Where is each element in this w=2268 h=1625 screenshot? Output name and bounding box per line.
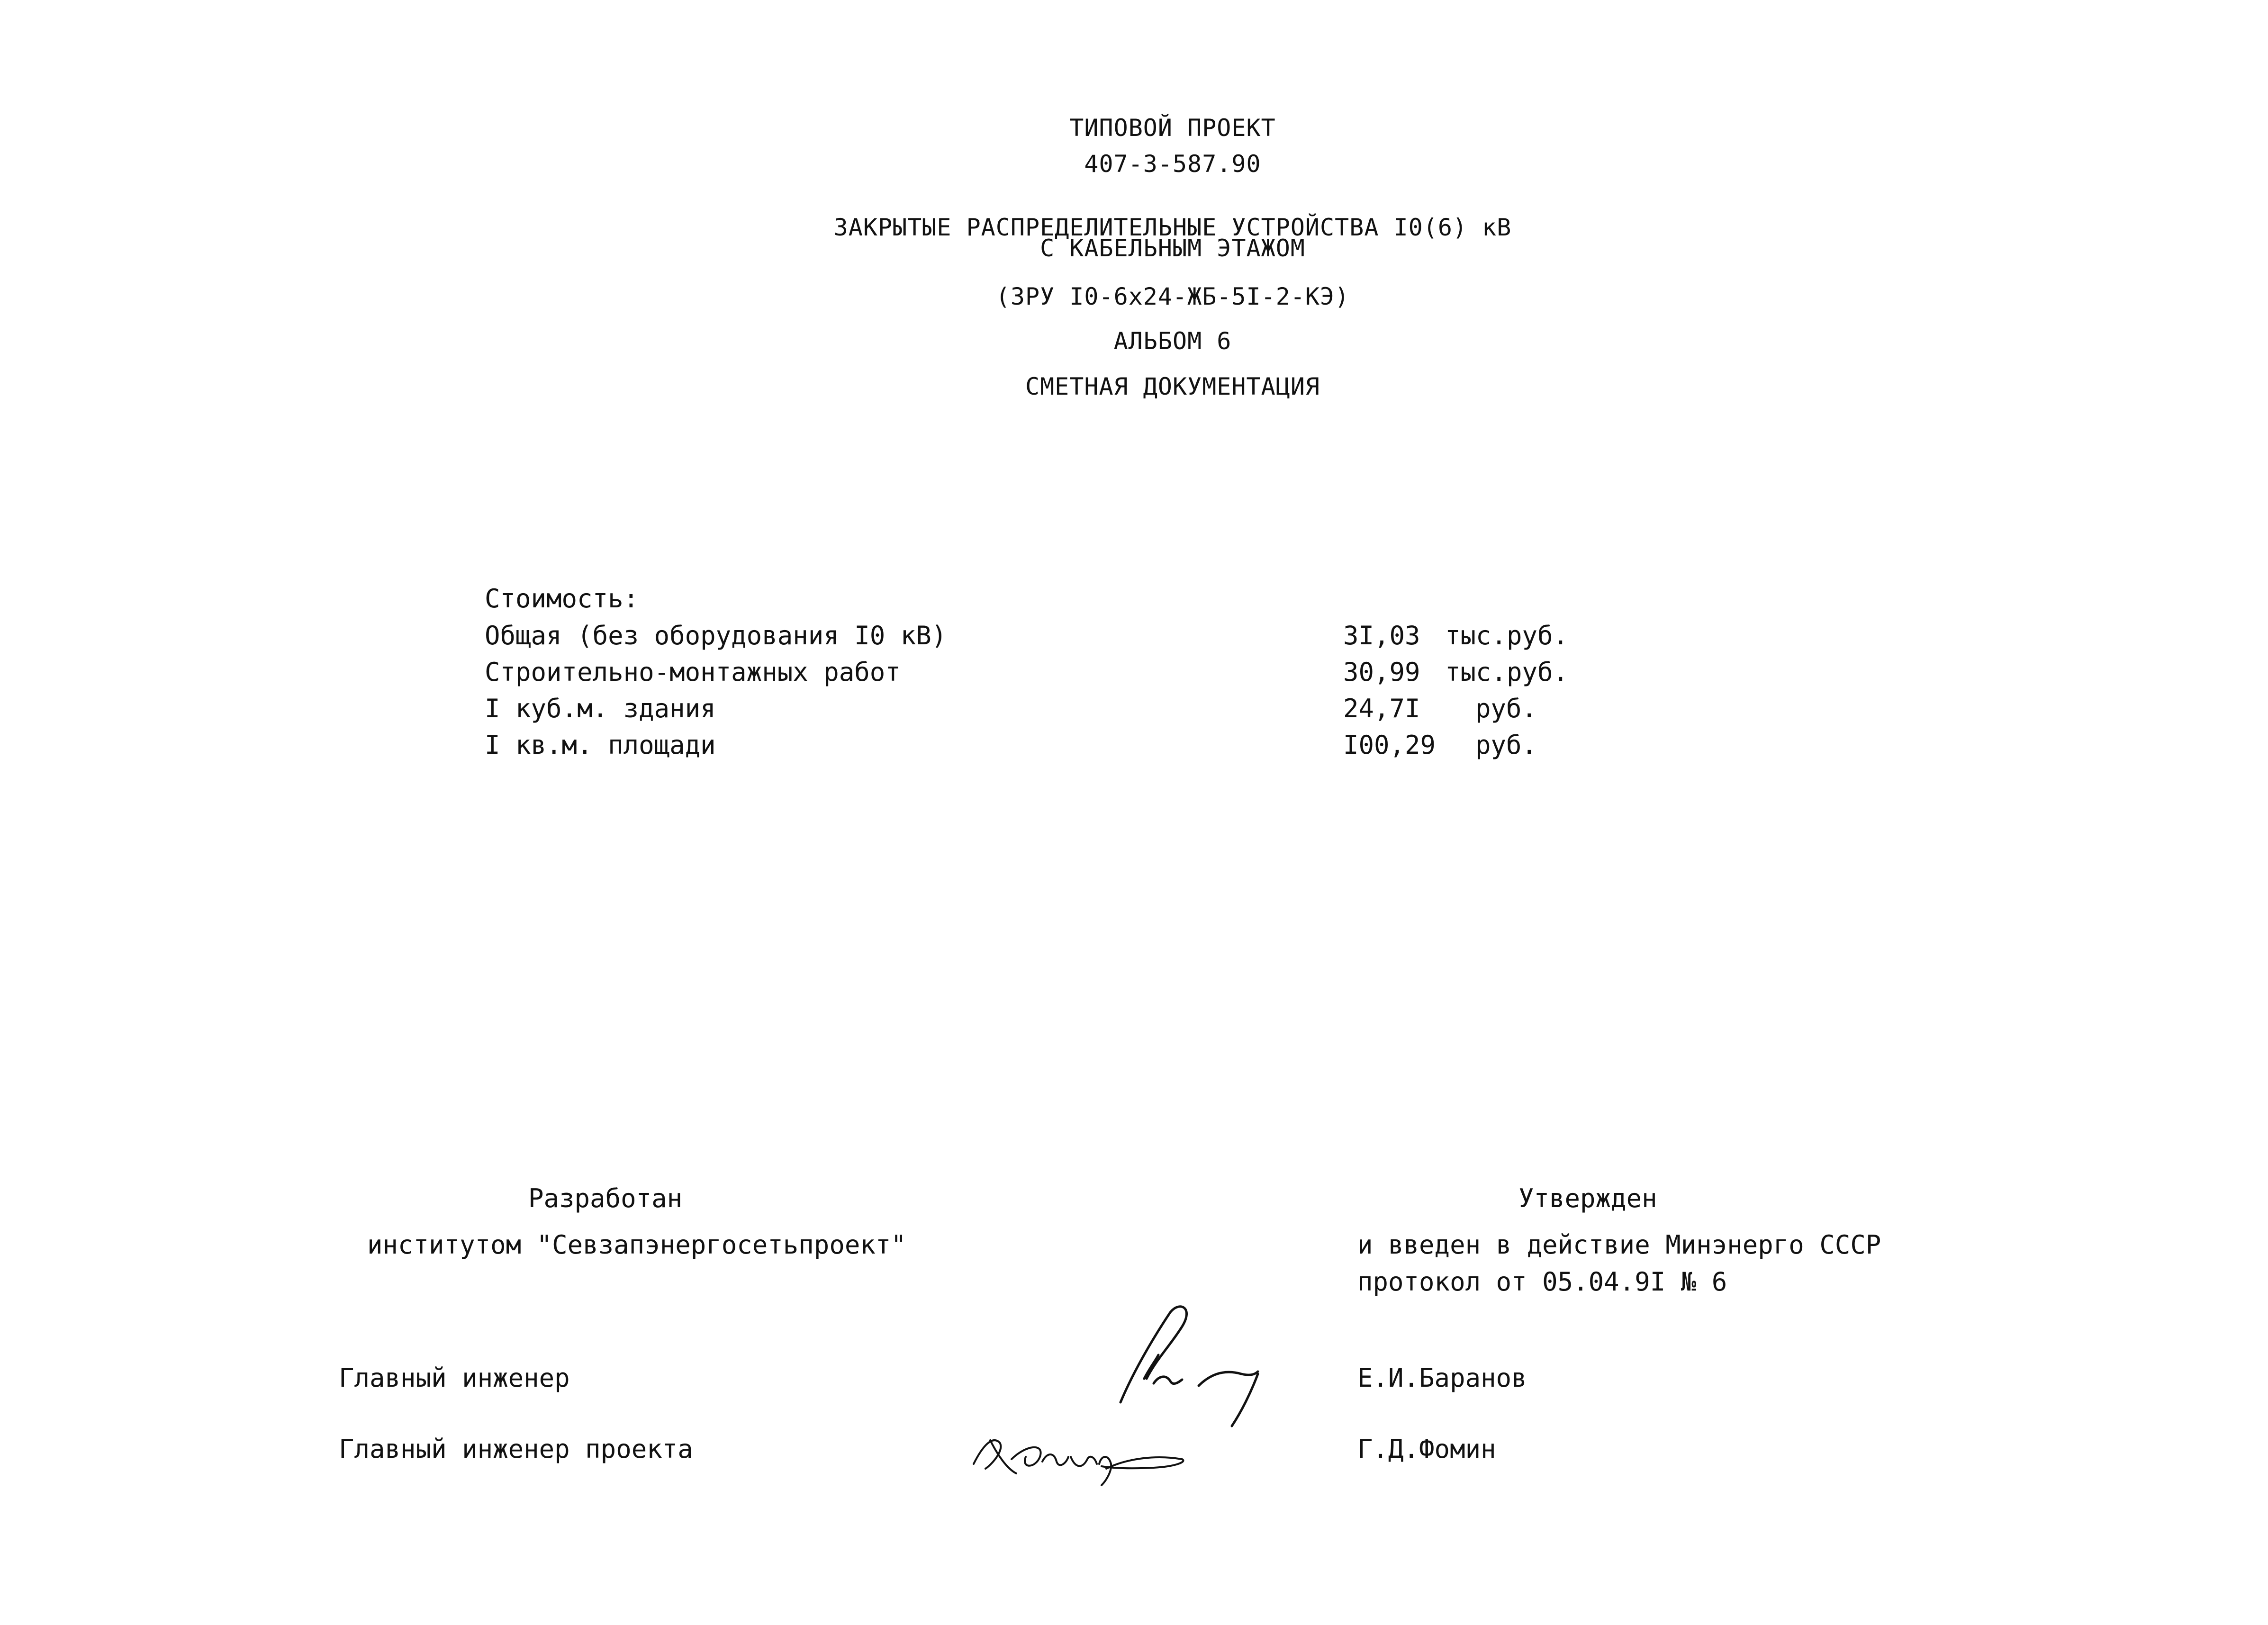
cost-unit: руб.: [1475, 694, 1537, 723]
subject-line-2: С КАБЕЛЬНЫМ ЭТАЖОМ: [1040, 235, 1305, 262]
project-engineer-signature: [964, 1417, 1192, 1497]
project-number: 407-3-587.90: [1084, 150, 1261, 178]
cost-row: [485, 617, 1574, 654]
doc-type: СМЕТНАЯ ДОКУМЕНТАЦИЯ: [1025, 373, 1320, 400]
cost-value: 30,99: [1343, 657, 1420, 687]
cost-label: Строительно-монтажных работ: [485, 657, 901, 687]
chief-engineer-title: Главный инженер: [339, 1363, 570, 1393]
cost-row: [485, 654, 1574, 690]
album-label: АЛЬБОМ 6: [1113, 327, 1232, 355]
cost-value: I00,29: [1343, 730, 1436, 760]
approval-authority: и введен в действие Минэнерго СССР: [1357, 1230, 1881, 1260]
developer-label: Разработан: [528, 1183, 683, 1213]
document-title: ТИПОВОЙ ПРОЕКТ: [1069, 114, 1276, 142]
cost-value: 24,7I: [1343, 694, 1420, 723]
cost-value: 3I,03: [1343, 621, 1420, 650]
cost-row: [485, 727, 1574, 763]
approval-protocol: протокол от 05.04.9I № 6: [1357, 1267, 1727, 1297]
cost-section: [485, 580, 1574, 763]
project-code: (ЗРУ I0-6х24-ЖБ-5I-2-КЭ): [995, 283, 1350, 310]
cost-heading: Стоимость:: [485, 584, 639, 614]
cost-label: Общая (без оборудования I0 кВ): [485, 621, 947, 650]
cost-unit: тыс.руб.: [1445, 657, 1569, 687]
cost-label: I кв.м. площади: [485, 730, 716, 760]
approval-label: Утвержден: [1518, 1183, 1657, 1213]
subject-line-1: ЗАКРЫТЫЕ РАСПРЕДЕЛИТЕЛЬНЫЕ УСТРОЙСТВА I0(6) кВ: [833, 214, 1512, 241]
chief-engineer-name: Е.И.Баранов: [1357, 1363, 1527, 1393]
project-engineer-title: Главный инженер проекта: [339, 1434, 693, 1464]
title-block: [521, 114, 1824, 401]
cost-label: I куб.м. здания: [485, 694, 716, 723]
cost-unit: тыс.руб.: [1445, 621, 1569, 650]
developer-institute: институтом "Севзапэнергосетьпроект": [367, 1230, 906, 1260]
cost-row: [485, 690, 1574, 727]
cost-unit: руб.: [1475, 730, 1537, 760]
project-engineer-name: Г.Д.Фомин: [1357, 1434, 1496, 1464]
